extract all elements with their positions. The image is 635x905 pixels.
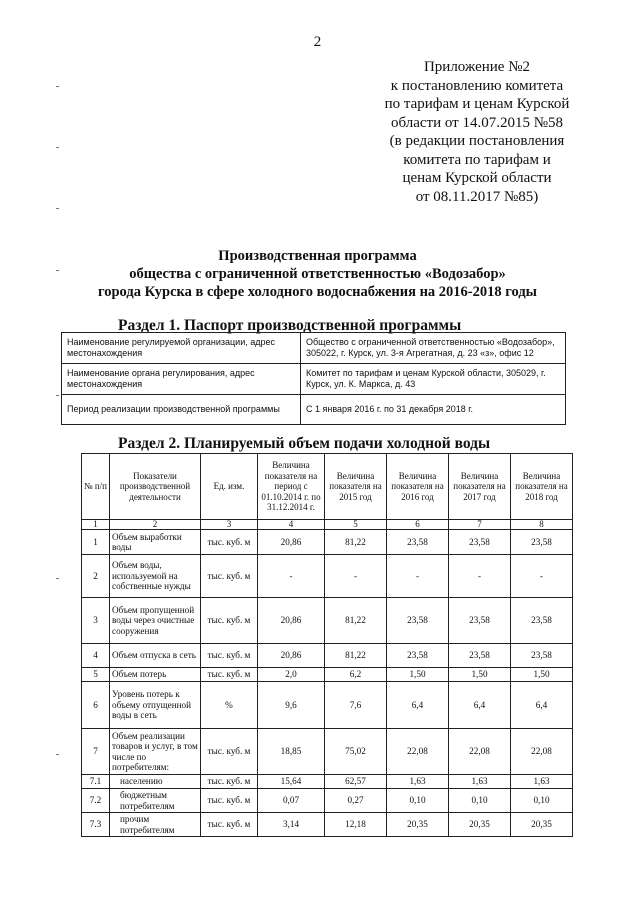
value-2017: 23,58	[449, 530, 511, 555]
value-2014: 3,14	[258, 813, 325, 837]
indicator-name: прочим потребителям	[110, 813, 201, 837]
passport-label: Период реализации производственной программы	[62, 395, 301, 425]
value-2017: -	[449, 555, 511, 598]
table-row	[82, 644, 573, 668]
header-cell: Показатели производственной деятельности	[110, 454, 201, 520]
value-2016: 23,58	[387, 644, 449, 668]
passport-row	[62, 333, 566, 364]
header-cell: Величина показателя на 2015 год	[325, 454, 387, 520]
value-2017: 22,08	[449, 729, 511, 775]
column-number: 7	[449, 520, 511, 530]
value-2018: -	[511, 555, 573, 598]
value-2017: 0,10	[449, 789, 511, 813]
header-cell: Величина показателя на период с 01.10.2014 г. по 31.12.2014 г.	[258, 454, 325, 520]
header-cell: Величина показателя на 2016 год	[387, 454, 449, 520]
scan-mark	[56, 86, 59, 87]
scan-mark	[56, 754, 59, 755]
value-2018: 1,63	[511, 775, 573, 789]
section1-heading: Раздел 1. Паспорт производственной программы	[118, 317, 462, 334]
column-number: 2	[110, 520, 201, 530]
indicator-name: Объем пропущенной воды через очистные сооружения	[110, 598, 201, 644]
scan-mark	[56, 578, 59, 579]
passport-row	[62, 395, 566, 425]
unit: тыс. куб. м	[201, 555, 258, 598]
value-2017: 1,63	[449, 775, 511, 789]
unit: тыс. куб. м	[201, 668, 258, 682]
page-number: 2	[313, 34, 322, 50]
column-number: 1	[82, 520, 110, 530]
table-row	[82, 729, 573, 775]
value-2016: 23,58	[387, 598, 449, 644]
value-2014: 18,85	[258, 729, 325, 775]
water-volume-table	[81, 453, 573, 837]
annex-line: к постановлению комитета	[390, 77, 564, 94]
table-row	[82, 598, 573, 644]
unit: тыс. куб. м	[201, 598, 258, 644]
document-title	[60, 247, 575, 301]
passport-label: Наименование органа регулирования, адрес местонахождения	[62, 364, 301, 395]
header-cell: Величина показателя на 2018 год	[511, 454, 573, 520]
value-2015: 7,6	[325, 682, 387, 729]
unit: тыс. куб. м	[201, 813, 258, 837]
column-number-row	[82, 520, 573, 530]
value-2015: 81,22	[325, 644, 387, 668]
value-2018: 1,50	[511, 668, 573, 682]
value-2018: 0,10	[511, 789, 573, 813]
value-2016: -	[387, 555, 449, 598]
row-number: 7.3	[82, 813, 110, 837]
row-number: 1	[82, 530, 110, 555]
table-header-row	[82, 454, 573, 520]
section2-heading: Раздел 2. Планируемый объем подачи холодной воды	[118, 435, 491, 452]
indicator-name: Объем отпуска в сеть	[110, 644, 201, 668]
scan-mark	[56, 270, 59, 271]
passport-value: Общество с ограниченной ответственностью «Водозабор», 305022, г. Курск, ул. 3-я Агрегатная, д. 23 «з», офис 12	[301, 333, 566, 364]
header-cell: Ед. изм.	[201, 454, 258, 520]
value-2014: 9,6	[258, 682, 325, 729]
value-2014: 20,86	[258, 530, 325, 555]
value-2016: 1,63	[387, 775, 449, 789]
passport-value: С 1 января 2016 г. по 31 декабря 2018 г.	[301, 395, 566, 425]
unit: %	[201, 682, 258, 729]
value-2016: 22,08	[387, 729, 449, 775]
title-line: Производственная программа	[218, 248, 417, 264]
table-row	[82, 789, 573, 813]
value-2014: 2,0	[258, 668, 325, 682]
table-row	[82, 668, 573, 682]
column-number: 5	[325, 520, 387, 530]
indicator-name: Объем реализации товаров и услуг, в том числе по потребителям:	[110, 729, 201, 775]
unit: тыс. куб. м	[201, 644, 258, 668]
row-number: 5	[82, 668, 110, 682]
header-cell: № п/п	[82, 454, 110, 520]
value-2015: 75,02	[325, 729, 387, 775]
scan-mark	[56, 147, 59, 148]
value-2016: 20,35	[387, 813, 449, 837]
value-2016: 6,4	[387, 682, 449, 729]
annex-line: комитета по тарифам и	[403, 151, 551, 168]
title-line: общества с ограниченной ответственностью «Водозабор»	[129, 266, 506, 282]
indicator-name: Объем выработки воды	[110, 530, 201, 555]
unit: тыс. куб. м	[201, 775, 258, 789]
annex-line: (в редакции постановления	[389, 133, 565, 149]
value-2018: 23,58	[511, 598, 573, 644]
row-number: 7.2	[82, 789, 110, 813]
value-2014: 0,07	[258, 789, 325, 813]
row-number: 4	[82, 644, 110, 668]
value-2017: 23,58	[449, 644, 511, 668]
annex-line: области от 14.07.2015 №58	[390, 114, 564, 131]
value-2015: 81,22	[325, 530, 387, 555]
indicator-name: Объем потерь	[110, 668, 201, 682]
header-cell: Величина показателя на 2017 год	[449, 454, 511, 520]
value-2018: 23,58	[511, 530, 573, 555]
row-number: 7	[82, 729, 110, 775]
value-2014: 20,86	[258, 598, 325, 644]
value-2016: 1,50	[387, 668, 449, 682]
value-2018: 6,4	[511, 682, 573, 729]
value-2015: -	[325, 555, 387, 598]
column-number: 6	[387, 520, 449, 530]
value-2014: -	[258, 555, 325, 598]
passport-table	[61, 332, 566, 425]
row-number: 6	[82, 682, 110, 729]
value-2015: 6,2	[325, 668, 387, 682]
passport-label: Наименование регулируемой организации, адрес местонахождения	[62, 333, 301, 364]
row-number: 2	[82, 555, 110, 598]
unit: тыс. куб. м	[201, 530, 258, 555]
unit: тыс. куб. м	[201, 729, 258, 775]
unit: тыс. куб. м	[201, 789, 258, 813]
value-2017: 20,35	[449, 813, 511, 837]
scan-mark	[56, 395, 59, 396]
annex-line: по тарифам и ценам Курской	[384, 96, 570, 112]
indicator-name: Уровень потерь к объему отпущенной воды в сеть	[110, 682, 201, 729]
table-row	[82, 682, 573, 729]
row-number: 3	[82, 598, 110, 644]
value-2014: 15,64	[258, 775, 325, 789]
table-row	[82, 775, 573, 789]
value-2018: 23,58	[511, 644, 573, 668]
table-row	[82, 555, 573, 598]
passport-row	[62, 364, 566, 395]
value-2017: 1,50	[449, 668, 511, 682]
value-2015: 81,22	[325, 598, 387, 644]
column-number: 4	[258, 520, 325, 530]
value-2017: 23,58	[449, 598, 511, 644]
indicator-name: бюджетным потребителям	[110, 789, 201, 813]
value-2018: 22,08	[511, 729, 573, 775]
value-2016: 23,58	[387, 530, 449, 555]
indicator-name: Объем воды, используемой на собственные нужды	[110, 555, 201, 598]
indicator-name: населению	[110, 775, 201, 789]
title-line: города Курска в сфере холодного водоснабжения на 2016-2018 годы	[98, 284, 537, 300]
column-number: 3	[201, 520, 258, 530]
table-row	[82, 530, 573, 555]
value-2018: 20,35	[511, 813, 573, 837]
annex-line: от 08.11.2017 №85)	[415, 188, 539, 205]
value-2015: 12,18	[325, 813, 387, 837]
annex-line: Приложение №2	[423, 59, 531, 75]
value-2014: 20,86	[258, 644, 325, 668]
value-2016: 0,10	[387, 789, 449, 813]
value-2017: 6,4	[449, 682, 511, 729]
row-number: 7.1	[82, 775, 110, 789]
scan-mark	[56, 208, 59, 209]
table-row	[82, 813, 573, 837]
value-2015: 62,57	[325, 775, 387, 789]
value-2015: 0,27	[325, 789, 387, 813]
annex-line: ценам Курской области	[402, 170, 552, 186]
annex-note	[372, 58, 582, 206]
passport-value: Комитет по тарифам и ценам Курской области, 305029, г. Курск, ул. К. Маркса, д. 43	[301, 364, 566, 395]
column-number: 8	[511, 520, 573, 530]
